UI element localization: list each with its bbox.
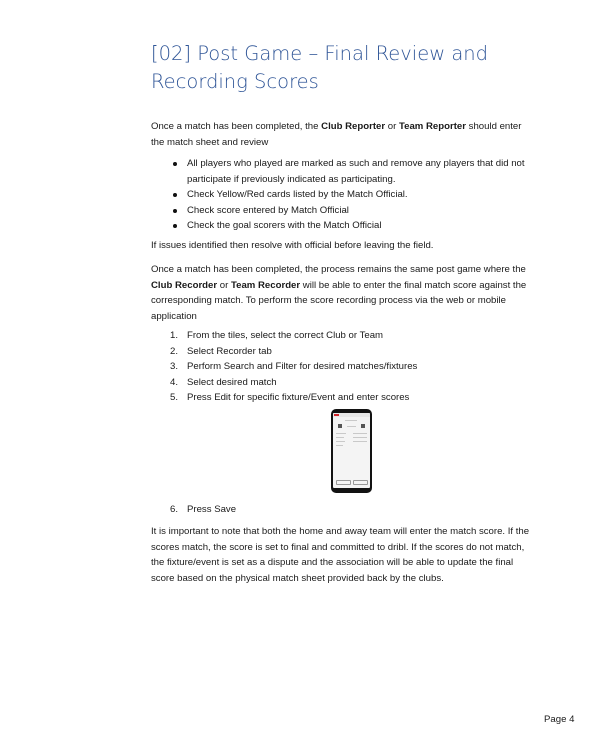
- phone-screen: [333, 413, 370, 488]
- issues-text: If issues identified then resolve with official before leaving the field.: [151, 240, 434, 251]
- bullet-icon: [173, 162, 177, 166]
- field-line: [353, 433, 367, 434]
- page-number: Page 4: [544, 714, 575, 725]
- step-number: 6.: [170, 504, 179, 515]
- team-reporter-term: Team Reporter: [398, 121, 466, 132]
- checklist-item: [173, 156, 533, 187]
- step-number: 5.: [170, 392, 179, 403]
- step-text: Select Recorder tab: [187, 345, 272, 357]
- intro-text-2: or: [385, 121, 399, 132]
- field-line: [353, 437, 367, 438]
- checklist-item-text: Check Yellow/Red cards listed by the Match Official.: [187, 189, 408, 200]
- screen-button: [353, 480, 368, 485]
- intro-text-1: Once a match has been completed, the: [151, 121, 322, 132]
- field-line: [336, 437, 344, 438]
- issues-paragraph: [151, 238, 531, 254]
- checklist-item-text: Check the goal scorers with the Match Official: [187, 220, 382, 231]
- bullet-icon: [173, 224, 177, 228]
- step-item: [170, 344, 530, 360]
- checklist-item-text: All players who played are marked as such and remove any players that did not participate if previously indicated as participating.: [187, 158, 525, 185]
- screen-title-line: [345, 420, 357, 421]
- recording-steps-continued: [170, 502, 530, 518]
- checklist-item: [173, 203, 533, 219]
- step-text: Press Save: [187, 504, 237, 515]
- away-team-logo-icon: [361, 424, 365, 428]
- score-line: [347, 426, 356, 427]
- bullet-icon: [173, 193, 177, 197]
- note-text: It is important to note that both the home and away team will enter the match score. If the scores match, the score is set to final and committed to dribl. If the scores do not match, the fixture/event is set as a dispute and the association will be able to update the final score based on the physical match sheet provided back by the clubs.: [151, 526, 530, 584]
- bullet-icon: [173, 209, 177, 213]
- page-title: [02] Post Game – Final Review and Recording Scores: [151, 42, 489, 93]
- step-item: [170, 375, 530, 391]
- step-text: Perform Search and Filter for desired matches/fixtures: [187, 361, 418, 372]
- step-text: From the tiles, select the correct Club or Team: [187, 330, 384, 341]
- step-text: Press Edit for specific fixture/Event and enter scores: [187, 392, 410, 403]
- step-text: Select desired match: [187, 376, 277, 388]
- step-number: 3.: [170, 361, 179, 372]
- checklist-item: [173, 187, 533, 203]
- note-paragraph: [151, 524, 531, 586]
- field-line: [353, 441, 367, 442]
- step-item: [170, 328, 530, 344]
- step-number: 1.: [170, 330, 179, 341]
- step-number: 2.: [170, 345, 179, 357]
- process-text-2: or: [217, 279, 231, 291]
- process-paragraph: [151, 262, 531, 324]
- step-item: [170, 390, 530, 406]
- step-item: [170, 502, 530, 518]
- team-recorder-term: Team Recorder: [230, 279, 301, 291]
- app-logo-icon: [334, 414, 339, 416]
- checklist-item: [173, 218, 533, 234]
- intro-paragraph: [151, 119, 531, 150]
- club-recorder-term: Club Recorder: [151, 279, 218, 291]
- process-text-1: Once a match has been completed, the process remains the same post game where the: [151, 264, 526, 275]
- club-reporter-term: Club Reporter: [321, 121, 386, 132]
- field-line: [336, 441, 345, 442]
- checklist-item-text: Check score entered by Match Official: [187, 204, 349, 216]
- field-line: [336, 433, 346, 434]
- intro-text-3: should enter the match sheet and review: [151, 121, 522, 148]
- step-item: [170, 359, 530, 375]
- home-team-logo-icon: [338, 424, 342, 428]
- field-line: [336, 445, 343, 446]
- step-number: 4.: [170, 376, 179, 388]
- review-checklist: [173, 156, 533, 234]
- recording-steps: [170, 328, 530, 406]
- screen-button: [336, 480, 351, 485]
- phone-screenshot-image: [331, 409, 372, 493]
- process-text-3: will be able to enter the final match score against the corresponding match. To perform the score recording process via the web or mobile application: [151, 279, 527, 322]
